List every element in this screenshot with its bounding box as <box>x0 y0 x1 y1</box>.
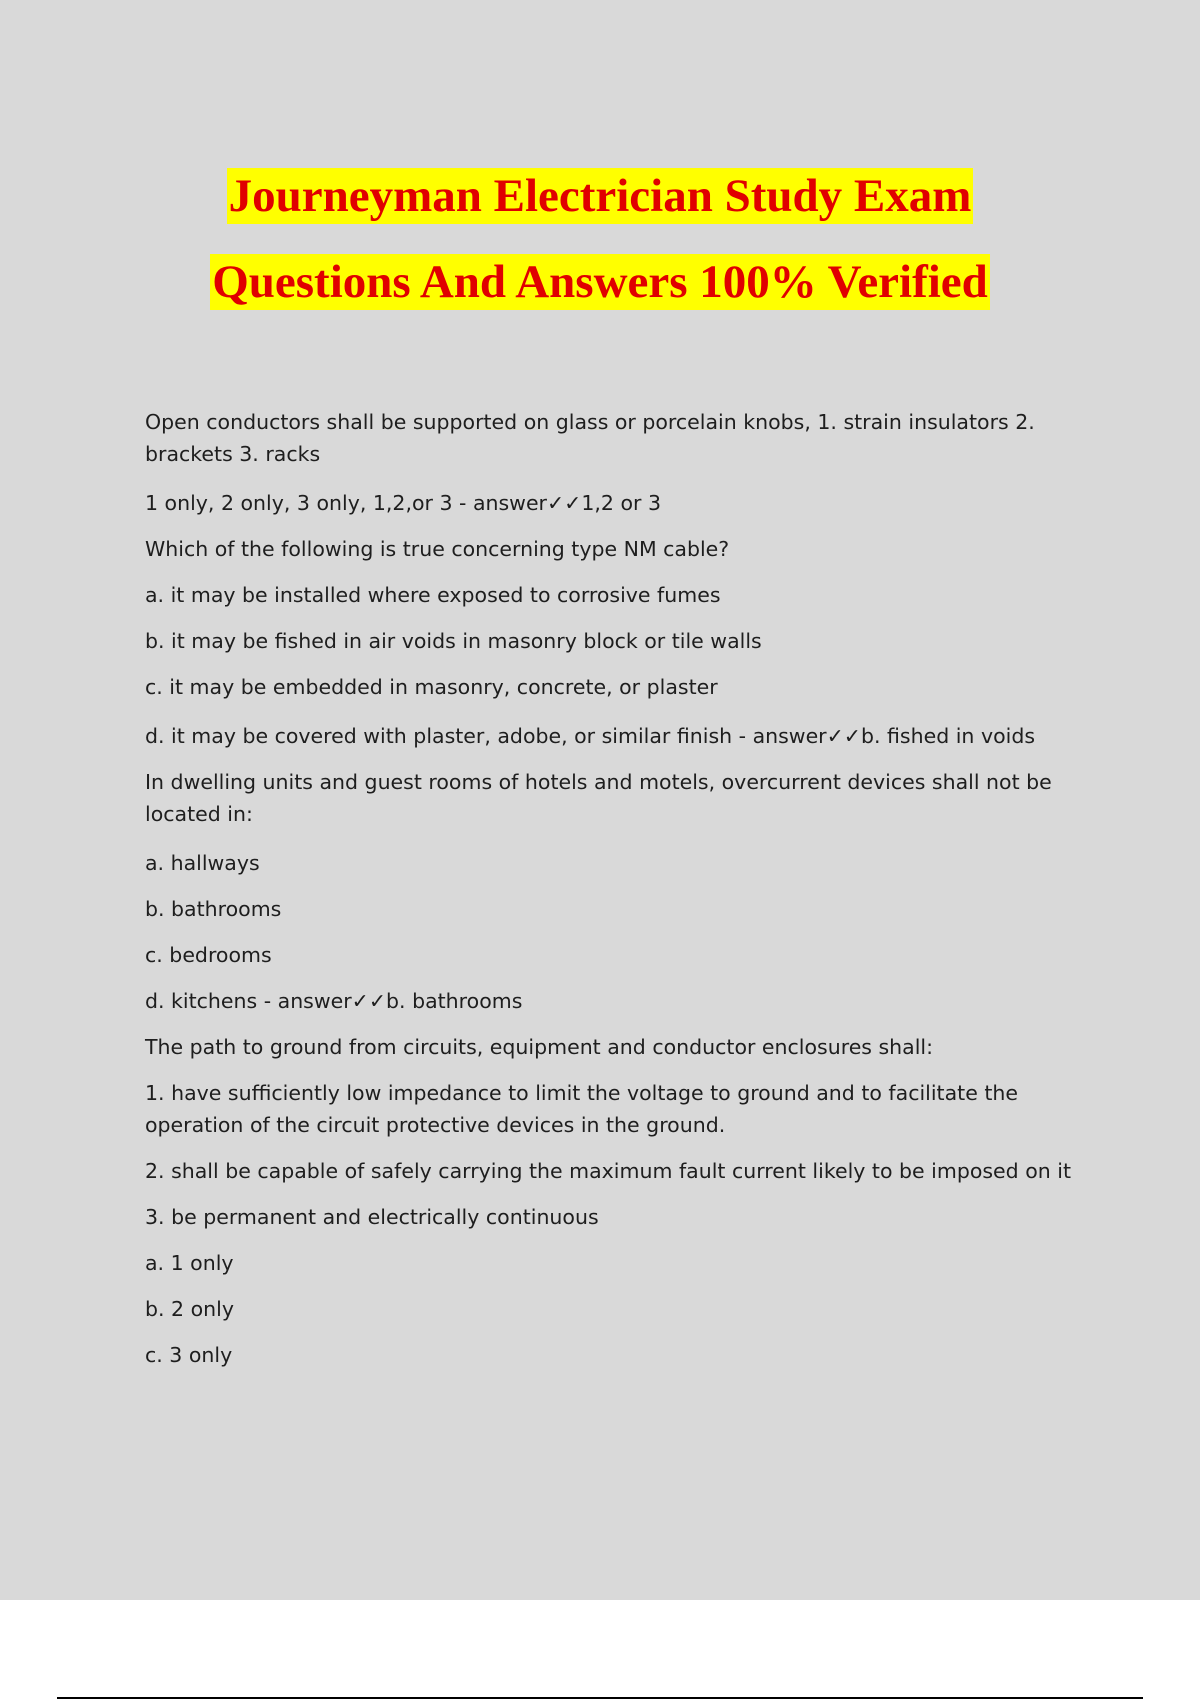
paragraph-option-c: c. bedrooms <box>145 943 272 967</box>
paragraph-statement-1: 1. have sufficiently low impedance to limit the voltage to ground and to facilitate the operation of the circuit protective devices in the ground. <box>145 1081 1018 1137</box>
paragraph-question-4: The path to ground from circuits, equipment and conductor enclosures shall: <box>145 1035 934 1059</box>
paragraph-option-a: a. hallways <box>145 851 260 875</box>
paragraph-answer-1: 1 only, 2 only, 3 only, 1,2,or 3 - answer✓✓1,2 or 3 <box>145 491 661 515</box>
paragraph-option-c: c. it may be embedded in masonry, concrete, or plaster <box>145 675 718 699</box>
paragraph-question-1: Open conductors shall be supported on glass or porcelain knobs, 1. strain insulators 2. brackets 3. racks <box>145 410 1035 466</box>
paragraph-question-2: Which of the following is true concerning type NM cable? <box>145 537 730 561</box>
page-divider-line <box>57 1697 1143 1699</box>
paragraph-option-b: b. it may be fished in air voids in masonry block or tile walls <box>145 629 762 653</box>
paragraph-question-3: In dwelling units and guest rooms of hotels and motels, overcurrent devices shall not be located in: <box>145 770 1052 826</box>
paragraph-statement-3: 3. be permanent and electrically continuous <box>145 1205 599 1229</box>
paragraph-answer-3: d. kitchens - answer✓✓b. bathrooms <box>145 989 523 1013</box>
document-body <box>145 406 1090 1385</box>
paragraph-option-a: a. 1 only <box>145 1251 234 1275</box>
paragraph-option-c: c. 3 only <box>145 1343 233 1367</box>
title-line-2: Questions And Answers 100% Verified <box>212 256 988 308</box>
paragraph-option-a: a. it may be installed where exposed to corrosive fumes <box>145 583 721 607</box>
document-title <box>0 168 1200 310</box>
paragraph-option-b: b. 2 only <box>145 1297 234 1321</box>
paragraph-option-b: b. bathrooms <box>145 897 282 921</box>
title-line-1: Journeyman Electrician Study Exam <box>228 170 972 222</box>
paragraph-statement-2: 2. shall be capable of safely carrying the maximum fault current likely to be imposed on it <box>145 1159 1071 1183</box>
paragraph-answer-2: d. it may be covered with plaster, adobe, or similar finish - answer✓✓b. fished in voids <box>145 724 1036 748</box>
